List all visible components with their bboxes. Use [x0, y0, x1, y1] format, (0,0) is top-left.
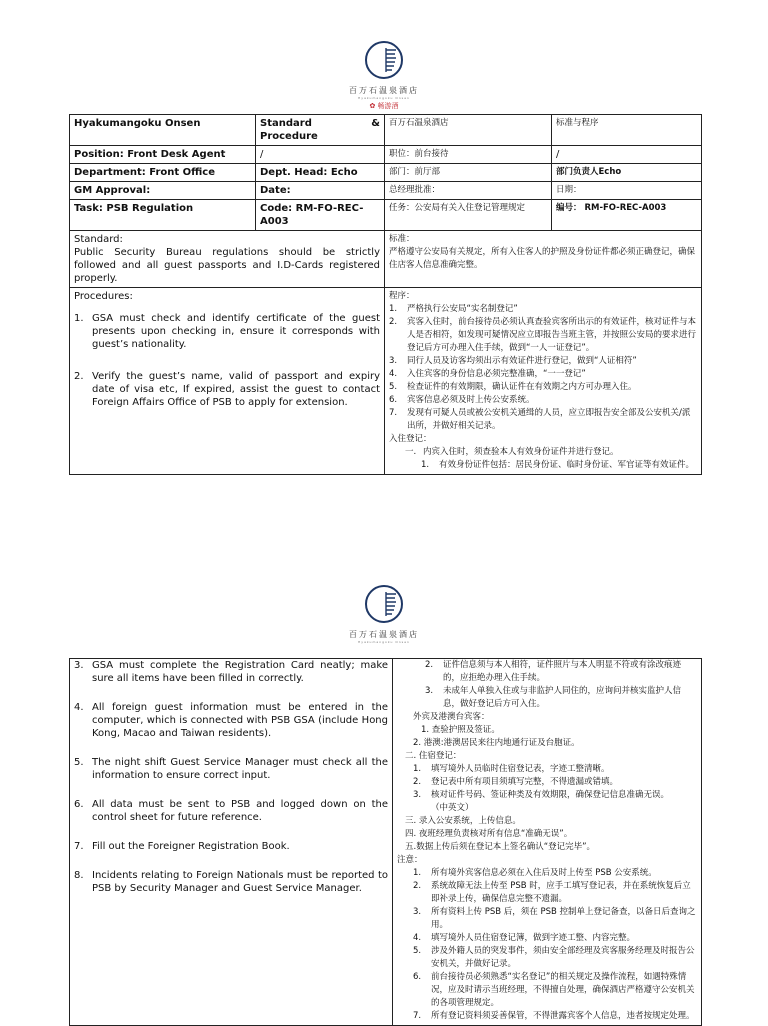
date-cell: Date: [256, 182, 385, 200]
list-item: 4. 入住宾客的身份信息必须完整准确，“一一登记” [389, 369, 586, 379]
table-row [70, 182, 702, 200]
standard-text-zh: 严格遵守公安局有关规定，所有入住客人的护照及身份证件都必须正确登记，确保住店客人信息准确完整。 [389, 247, 696, 270]
list-item: 1. 填写境外人员临时住宿登记表，字迹工整清晰。 [413, 764, 610, 774]
checkin-list-zh [389, 446, 697, 459]
list-item: 3. 同行人员及访客均须出示有效证件进行登记，做到“人证相符” [389, 356, 637, 366]
code-cell-zh: 编号： RM-FO-REC-A003 [552, 200, 702, 231]
hotel-emblem-icon [362, 584, 406, 624]
list-item: 3. 所有资料上传 PSB 后，须在 PSB 控制单上登记备查，以备日后查询之用。 [413, 907, 696, 930]
standard-procedure-cell: Standard & Procedure [256, 115, 385, 146]
table-row [70, 200, 702, 231]
notes-list-zh [397, 867, 697, 1023]
list-item: 7. Fill out the Foreigner Registration Book. [74, 841, 290, 852]
list-item: 5. The night shift Guest Service Manager must check all the information to ensure correct input. [74, 757, 388, 781]
hotel-logo-page2 [0, 584, 768, 644]
hotel-cell-zh: 百万石温泉酒店 [385, 115, 552, 146]
hotel-name: 百万石温泉酒店 [349, 86, 419, 95]
list-item: 3. 核对证件号码、签证种类及有效期限，确保登记信息准确无误。 [413, 790, 670, 800]
procedures-label-zh: 程序： [389, 291, 415, 301]
standard-cell-zh [385, 231, 702, 288]
list-item: 4. 填写境外人员住宿登记簿，做到字迹工整、内容完整。 [413, 933, 636, 943]
list-item: 6. All data must be sent to PSB and logged down on the control sheet for future reference. [74, 799, 388, 823]
hotel-logo [0, 40, 768, 111]
list-item: 5. 检查证件的有效期限，确认证件在有效期之内方可办理入住。 [389, 382, 637, 392]
brand-name: 畅游酒 [377, 102, 399, 110]
standard-label: Standard: [74, 234, 123, 245]
hotel-cell: Hyakumangoku Onsen [70, 115, 256, 146]
procedures-list-cont [74, 659, 388, 895]
foreign-item-1-zh: 1. 查验护照及签证。 [421, 725, 500, 735]
list-item: 6. 前台接待员必须熟悉“实名登记”的相关规定及操作流程，如遇特殊情况，应及时请示当班经理，不得擅自处理，确保酒店严格遵守公安机关的各项管理规定。 [413, 972, 695, 1008]
list-item: 2. Verify the guest’s name, valid of passport and expiry date of visa etc, If expired, assist the guest to contact Foreign Affairs Office of PSB to apply for extension. [74, 371, 380, 408]
upload-line-zh: 三. 录入公安系统，上传信息。 [405, 816, 521, 826]
procedures-list-zh [389, 303, 697, 433]
task-cell-zh: 任务：公安局有关入住登记管理规定 [385, 200, 552, 231]
notes-label-zh: 注意： [397, 855, 423, 865]
registration-tail-zh: （中英文） [431, 803, 474, 813]
position-value-cell-zh: / [552, 146, 702, 164]
list-item: 1. 有效身份证件包括：居民身份证、临时身份证、军官证等有效证件。 [421, 460, 695, 470]
list-item: 7. 发现有可疑人员或被公安机关通缉的人员，应立即报告安全部及公安机关/派出所，并做好相关记录。 [389, 408, 691, 431]
list-item: 3. 未成年人单独入住或与非监护人同住的，应询问并核实监护人信息，做好登记后方可入住。 [425, 686, 682, 709]
list-item: 2. 系统故障无法上传至 PSB 时，应手工填写登记表，并在系统恢复后立即补录上传，确保信息完整不遗漏。 [413, 881, 691, 904]
checkin-label-zh: 入住登记： [389, 434, 432, 444]
procedures-cell-cont-zh [393, 659, 702, 1026]
position-value-cell: / [256, 146, 385, 164]
list-item: 4. All foreign guest information must be entered in the computer, which is connected with PSB GSA (include Hong Kong, Macao and Taiwan residents). [74, 702, 388, 739]
table-row [70, 231, 702, 288]
registration-label-zh: 二. 住宿登记： [405, 751, 462, 761]
list-item: 一. 内宾入住时，须查验本人有效身份证件并进行登记。 [405, 447, 619, 457]
procedures-cell-cont [70, 659, 393, 1026]
position-cell: Position: Front Desk Agent [70, 146, 256, 164]
list-item: 8. Incidents relating to Foreign Nationals must be reported to PSB by Security Manager and Guest Service Manager. [74, 870, 388, 894]
list-item: 6. 宾客信息必须及时上传公安系统。 [389, 395, 535, 405]
list-item: 2. 宾客入住时，前台接待员必须认真查验宾客所出示的有效证件，核对证件与本人是否相符，如发现可疑情况应立即报告当班主管，并按照公安局的要求进行登记后方可办理入住手续，做到“一人一证登记”。 [389, 317, 697, 353]
hotel-emblem-icon [362, 40, 406, 80]
checkin-sublist-zh [389, 459, 697, 472]
checkin-cont-list-zh [397, 659, 697, 711]
brand-swirl-icon: ✿ [369, 102, 376, 110]
dept-head-cell-zh: 部门负责人Echo [552, 164, 702, 182]
dept-head-cell: Dept. Head: Echo [256, 164, 385, 182]
list-item: 1. 严格执行公安局“实名制登记” [389, 304, 518, 314]
night-check-line-zh: 四. 夜班经理负责核对所有信息“准确无误”。 [405, 829, 573, 839]
sop-header-table [69, 114, 702, 475]
hotel-name: 百万石温泉酒店 [349, 630, 419, 639]
procedures-cell [70, 288, 385, 475]
list-item: 2. 登记表中所有项目须填写完整，不得遗漏或错填。 [413, 777, 619, 787]
standard-cell [70, 231, 385, 288]
hotel-name-sub: Hyakumangoku Onsen [358, 640, 410, 644]
procedures-cell-zh [385, 288, 702, 475]
list-item: 5. 涉及外籍人员的突发事件，须由安全部经理及宾客服务经理及时报告公安机关，并做好记录。 [413, 946, 695, 969]
table-row [70, 164, 702, 182]
registration-list-zh [397, 763, 697, 802]
gm-approval-cell-zh: 总经理批准： [385, 182, 552, 200]
hotel-name-sub: Hyakumangoku Onsen [358, 96, 410, 100]
gm-approval-cell: GM Approval: [70, 182, 256, 200]
foreign-item-2-zh: 2. 港澳:港澳居民来往内地通行证及台胞证。 [413, 738, 580, 748]
list-item: 7. 所有登记资料须妥善保管，不得泄露宾客个人信息，违者按规定处理。 [413, 1011, 695, 1021]
standard-text: Public Security Bureau regulations should be strictly followed and all guest passports and I.D-Cards registered properly. [74, 247, 380, 284]
position-cell-zh: 职位：前台接待 [385, 146, 552, 164]
brand-mark [0, 101, 768, 111]
list-item: 2. 证件信息须与本人相符，证件照片与本人明显不符或有涂改痕迹的，应拒绝办理入住手续。 [425, 660, 682, 683]
date-cell-zh: 日期： [552, 182, 702, 200]
list-item: 1. 所有境外宾客信息必须在入住后及时上传至 PSB 公安系统。 [413, 868, 657, 878]
code-cell: Code: RM-FO-REC-A003 [256, 200, 385, 231]
department-cell: Department: Front Office [70, 164, 256, 182]
standard-label-zh: 标准： [389, 234, 415, 244]
signoff-line-zh: 五.数据上传后须在登记本上签名确认“登记完毕”。 [405, 842, 596, 852]
table-row [70, 115, 702, 146]
standard-procedure-cell-zh: 标准与程序 [552, 115, 702, 146]
task-cell: Task: PSB Regulation [70, 200, 256, 231]
foreign-label-zh: 外宾及港澳台宾客： [413, 712, 490, 722]
procedures-label: Procedures: [74, 291, 133, 302]
table-row [70, 659, 702, 1026]
table-row [70, 146, 702, 164]
sop-continuation-table [69, 658, 702, 1026]
department-cell-zh: 部门：前厅部 [385, 164, 552, 182]
table-row [70, 288, 702, 475]
list-item: 1. GSA must check and identify certificate of the guest presents upon checking in, ensure it corresponds with guest’s nationality. [74, 313, 380, 350]
procedures-list [74, 312, 380, 409]
list-item: 3. GSA must complete the Registration Card neatly; make sure all items have been filled in correctly. [74, 660, 388, 684]
